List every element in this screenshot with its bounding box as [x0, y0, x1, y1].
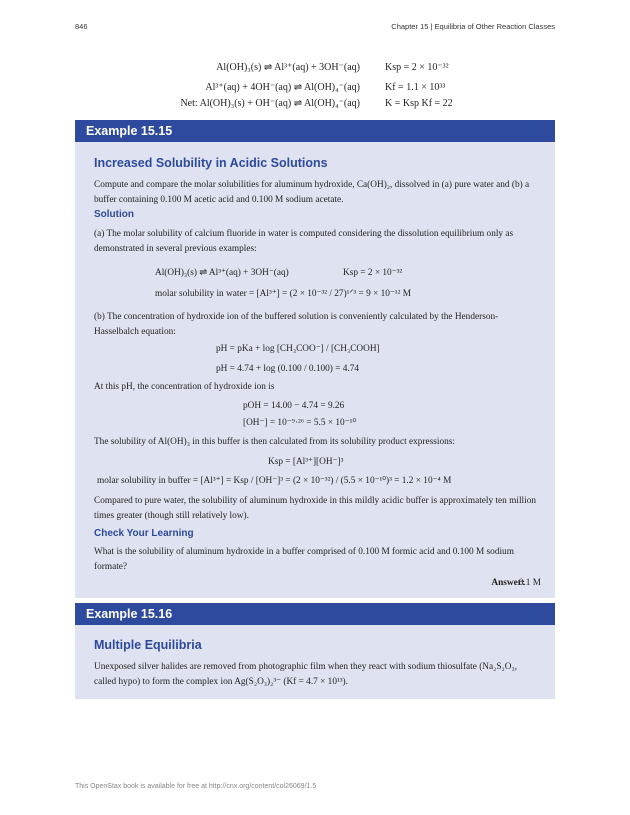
- buffer-text: The solubility of Al(OH)₃ in this buffer is then calculated from its solubility product expressions:: [94, 437, 455, 447]
- chapter-title: Chapter 15 | Equilibria of Other Reaction Classes: [391, 22, 555, 31]
- example-15-15-title: Increased Solubility in Acidic Solutions: [94, 156, 328, 170]
- top-eq1-constant: Ksp = 2 × 10⁻³²: [385, 62, 449, 73]
- example-15-16-title: Multiple Equilibria: [94, 638, 202, 652]
- example-15-15-box: [75, 142, 555, 598]
- eq-b6-molar-solubility-buffer: molar solubility in buffer = [Al³⁺] = Ksp / [OH⁻]³ = (2 × 10⁻³²) / (5.5 × 10⁻¹⁰)³ = 1.2 × 10⁻⁴ M: [97, 476, 452, 486]
- top-eq2-constant: Kf = 1.1 × 10³³: [385, 82, 446, 93]
- check-your-learning-heading: Check Your Learning: [94, 528, 194, 539]
- example-15-16-intro: Unexposed silver halides are removed from photographic film when they react with sodium thiosulfate (Na₂S₂O₃, called hypo) to form the complex ion Ag(S₂O₃)₂³⁻ (Kf = 4.7 × 10¹³).: [94, 662, 518, 687]
- eq-b1-henderson: pH = pKa + log [CH₃COO⁻] / [CH₃COOH]: [216, 344, 380, 354]
- top-eq1-reaction: Al(OH)₃(s) ⇌ Al³⁺(aq) + 3OH⁻(aq): [216, 62, 360, 73]
- eq-b3-poh: pOH = 14.00 − 4.74 = 9.26: [243, 401, 345, 411]
- ph-text: At this pH, the concentration of hydroxide ion is: [94, 382, 275, 392]
- page-number: 846: [75, 22, 88, 31]
- solution-heading: Solution: [94, 209, 134, 220]
- check-your-learning-text: What is the solubility of aluminum hydroxide in a buffer comprised of 0.100 M formic acid and 0.100 M sodium formate?: [94, 547, 514, 572]
- eq-b4-hydroxide: [OH⁻] = 10⁻⁹·²⁶ = 5.5 × 10⁻¹⁰: [243, 418, 357, 428]
- part-b-text: (b) The concentration of hydroxide ion of the buffered solution is conveniently calculated by the Henderson-Hasselbalch equation:: [94, 312, 499, 337]
- eq-a1-constant: Ksp = 2 × 10⁻³²: [343, 268, 403, 278]
- eq-b2-ph: pH = 4.74 + log (0.100 / 0.100) = 4.74: [216, 364, 360, 374]
- part-a-text: (a) The molar solubility of calcium fluoride in water is computed considering the dissolution equilibrium only as demonstrated in several previous examples:: [94, 229, 514, 254]
- page-footer: This OpenStax book is available for free at http://cnx.org/content/col26069/1.5: [75, 783, 317, 790]
- top-eq2-reaction: Al³⁺(aq) + 4OH⁻(aq) ⇌ Al(OH)₄⁻(aq): [205, 82, 360, 93]
- example-15-15-intro: Compute and compare the molar solubilities for aluminum hydroxide, Ca(OH)₂, dissolved in (a) pure water and (b) a buffer containing 0.100 M acetic acid and 0.100 M sodium acetate.: [94, 180, 530, 205]
- answer-value: 0.1 M: [518, 578, 541, 588]
- eq-a2-molar-solubility-water: molar solubility in water = [Al³⁺] = (2 × 10⁻³² / 27)¹ᐟ³ = 9 × 10⁻¹² M: [155, 289, 411, 299]
- eq-a1-reaction: Al(OH)₃(s) ⇌ Al³⁺(aq) + 3OH⁻(aq): [155, 268, 289, 278]
- answer-label: Answer:: [491, 578, 525, 588]
- top-eq3-constant: K = Ksp Kf = 22: [385, 98, 453, 109]
- example-15-15-bar: Example 15.15: [75, 120, 555, 142]
- example-15-16-bar: Example 15.16: [75, 603, 555, 625]
- example-15-16-box: [75, 625, 555, 699]
- top-eq3-reaction: Net: Al(OH)₃(s) + OH⁻(aq) ⇌ Al(OH)₄⁻(aq): [180, 98, 360, 109]
- eq-b5-ksp: Ksp = [Al³⁺][OH⁻]³: [268, 457, 344, 467]
- compare-text: Compared to pure water, the solubility of aluminum hydroxide in this mildly acidic buffer is approximately ten million times greater (though still relatively low).: [94, 496, 537, 521]
